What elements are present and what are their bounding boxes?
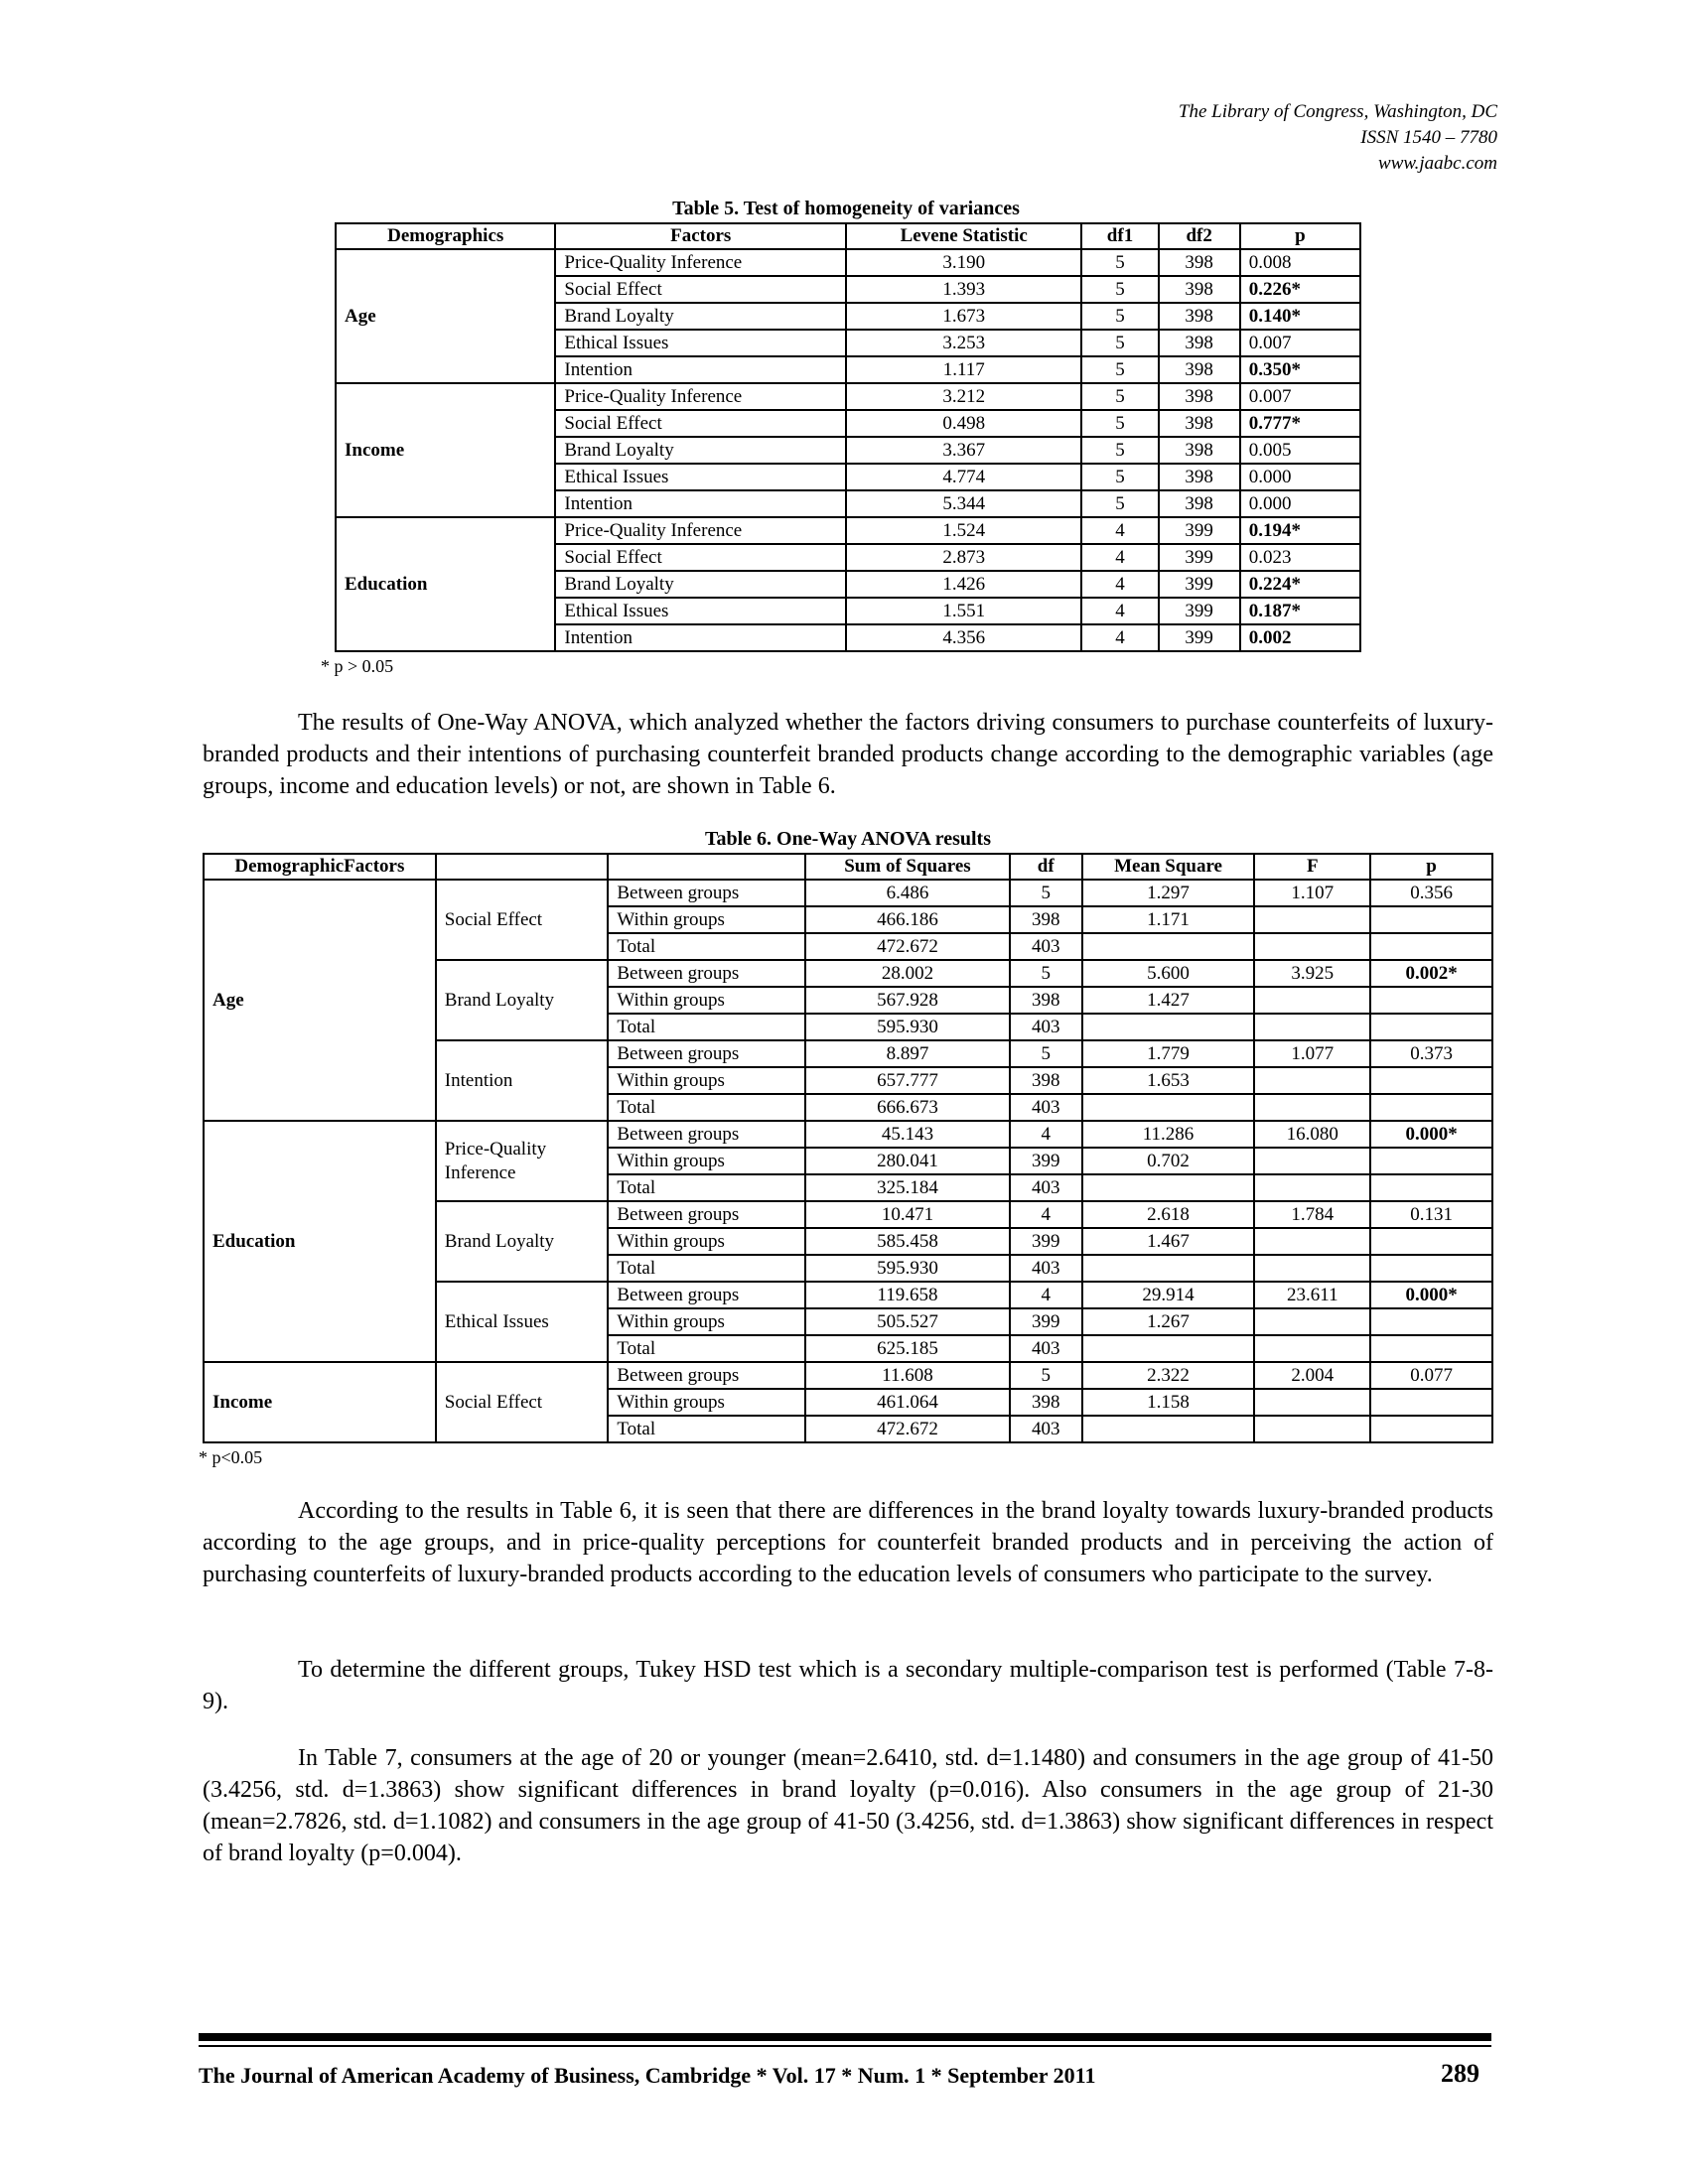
p-value-cell: 0.356	[1370, 880, 1492, 906]
df1-cell: 4	[1081, 544, 1158, 571]
sum-of-squares-cell: 595.930	[805, 1014, 1010, 1040]
factor-cell: Brand Loyalty	[436, 1201, 609, 1282]
source-cell: Total	[608, 933, 805, 960]
paragraph-results: According to the results in Table 6, it is seen that there are differences in the brand loyalty towards luxury-branded products according to the age groups, and in price-quality perceptions for counterfeit branded products and in perceiving the action of purchasing counterfeits of luxury-branded products according to the education levels of consumers who participate to the survey.	[203, 1498, 1493, 1587]
df2-cell: 398	[1159, 464, 1240, 490]
mean-square-cell: 1.467	[1082, 1228, 1255, 1255]
sum-of-squares-cell: 625.185	[805, 1335, 1010, 1362]
table5-caption: Table 5. Test of homogeneity of variances	[672, 198, 1020, 219]
mean-square-cell: 0.702	[1082, 1148, 1255, 1174]
df-cell: 398	[1010, 906, 1082, 933]
df-cell: 5	[1010, 1040, 1082, 1067]
df-cell: 5	[1010, 880, 1082, 906]
df-cell: 403	[1010, 933, 1082, 960]
p-value-cell	[1370, 1148, 1492, 1174]
p-value-cell: 0.002*	[1370, 960, 1492, 987]
levene-cell: 3.212	[846, 383, 1081, 410]
levene-cell: 1.426	[846, 571, 1081, 598]
mean-square-cell: 11.286	[1082, 1121, 1255, 1148]
df2-cell: 399	[1159, 598, 1240, 624]
p-value-cell: 0.000*	[1370, 1121, 1492, 1148]
df1-cell: 5	[1081, 276, 1158, 303]
factor-cell: Intention	[436, 1040, 609, 1121]
mean-square-cell	[1082, 1255, 1255, 1282]
f-value-cell	[1254, 1014, 1370, 1040]
f-value-cell	[1254, 1067, 1370, 1094]
p-value-cell: 0.007	[1240, 383, 1360, 410]
p-value-cell	[1370, 1416, 1492, 1442]
df-cell: 398	[1010, 1389, 1082, 1416]
df2-cell: 398	[1159, 276, 1240, 303]
df1-cell: 5	[1081, 437, 1158, 464]
p-value-cell: 0.226*	[1240, 276, 1360, 303]
factor-cell: Social Effect	[436, 1362, 609, 1442]
p-value-cell	[1370, 906, 1492, 933]
df-cell: 403	[1010, 1094, 1082, 1121]
levene-cell: 3.253	[846, 330, 1081, 356]
source-cell: Total	[608, 1335, 805, 1362]
df2-cell: 398	[1159, 249, 1240, 276]
factor-cell: Brand Loyalty	[555, 571, 846, 598]
df1-cell: 4	[1081, 598, 1158, 624]
mean-square-cell	[1082, 1416, 1255, 1442]
p-value-cell: 0.000	[1240, 464, 1360, 490]
f-value-cell	[1254, 906, 1370, 933]
table5-homogeneity	[335, 222, 1361, 652]
df2-cell: 398	[1159, 437, 1240, 464]
factor-cell: Brand Loyalty	[555, 437, 846, 464]
sum-of-squares-cell: 8.897	[805, 1040, 1010, 1067]
table-row	[336, 517, 1360, 544]
mean-square-cell: 1.171	[1082, 906, 1255, 933]
p-value-cell: 0.140*	[1240, 303, 1360, 330]
mean-square-cell: 2.618	[1082, 1201, 1255, 1228]
df1-cell: 5	[1081, 383, 1158, 410]
p-value-cell	[1370, 1174, 1492, 1201]
footer-rule-thick	[199, 2033, 1491, 2041]
sum-of-squares-cell: 472.672	[805, 933, 1010, 960]
df2-cell: 399	[1159, 624, 1240, 651]
p-value-cell: 0.077	[1370, 1362, 1492, 1389]
paragraph-tukey: To determine the different groups, Tukey HSD test which is a secondary multiple-comparison test is performed (Table 7-8-9).	[203, 1657, 1493, 1714]
df2-cell: 399	[1159, 517, 1240, 544]
factor-cell: Intention	[555, 490, 846, 517]
p-value-cell: 0.008	[1240, 249, 1360, 276]
df1-cell: 5	[1081, 356, 1158, 383]
sum-of-squares-cell: 325.184	[805, 1174, 1010, 1201]
row-group-label: Age	[336, 249, 555, 383]
table-row	[204, 1121, 1492, 1148]
df-cell: 398	[1010, 987, 1082, 1014]
df1-cell: 5	[1081, 249, 1158, 276]
paragraph-anova-intro: The results of One-Way ANOVA, which analyzed whether the factors driving consumers to purchase counterfeits of luxury-branded products and their intentions of purchasing counterfeit branded products change according to the demographic variables (age groups, income and education levels) or not, are shown in Table 6.	[203, 710, 1493, 799]
source-cell: Between groups	[608, 1040, 805, 1067]
source-cell: Within groups	[608, 987, 805, 1014]
df1-cell: 5	[1081, 410, 1158, 437]
p-value-cell	[1370, 1067, 1492, 1094]
source-cell: Between groups	[608, 960, 805, 987]
f-value-cell: 2.004	[1254, 1362, 1370, 1389]
df-cell: 5	[1010, 960, 1082, 987]
p-value-cell: 0.224*	[1240, 571, 1360, 598]
mean-square-cell: 1.267	[1082, 1308, 1255, 1335]
source-cell: Within groups	[608, 1228, 805, 1255]
f-value-cell	[1254, 1228, 1370, 1255]
sum-of-squares-cell: 505.527	[805, 1308, 1010, 1335]
table-row	[204, 880, 1492, 906]
factor-cell: Social Effect	[555, 544, 846, 571]
table6-header-cell: DemographicFactors	[204, 854, 436, 880]
mean-square-cell	[1082, 1014, 1255, 1040]
sum-of-squares-cell: 11.608	[805, 1362, 1010, 1389]
mean-square-cell	[1082, 933, 1255, 960]
df1-cell: 5	[1081, 303, 1158, 330]
levene-cell: 3.367	[846, 437, 1081, 464]
header-issn: ISSN 1540 – 7780	[1360, 127, 1497, 148]
sum-of-squares-cell: 466.186	[805, 906, 1010, 933]
table5-header-cell: df2	[1159, 223, 1240, 249]
f-value-cell: 1.077	[1254, 1040, 1370, 1067]
df-cell: 398	[1010, 1067, 1082, 1094]
levene-cell: 5.344	[846, 490, 1081, 517]
source-cell: Within groups	[608, 906, 805, 933]
df2-cell: 398	[1159, 490, 1240, 517]
source-cell: Total	[608, 1255, 805, 1282]
mean-square-cell: 29.914	[1082, 1282, 1255, 1308]
df-cell: 403	[1010, 1255, 1082, 1282]
table6-header-cell: df	[1010, 854, 1082, 880]
levene-cell: 4.356	[846, 624, 1081, 651]
table-row	[336, 249, 1360, 276]
source-cell: Total	[608, 1416, 805, 1442]
mean-square-cell: 1.427	[1082, 987, 1255, 1014]
p-value-cell: 0.002	[1240, 624, 1360, 651]
mean-square-cell: 1.297	[1082, 880, 1255, 906]
table6-header-cell	[436, 854, 609, 880]
p-value-cell: 0.777*	[1240, 410, 1360, 437]
factor-cell: Social Effect	[436, 880, 609, 960]
header-website: www.jaabc.com	[1378, 153, 1497, 174]
levene-cell: 1.117	[846, 356, 1081, 383]
paragraph-table7: In Table 7, consumers at the age of 20 or younger (mean=2.6410, std. d=1.1480) and consumers in the age group of 41-50 (3.4256, std. d=1.3863) show significant differences in brand loyalty (p=0.016). Also consumers in the age group of 21-30 (mean=2.7826, std. d=1.1082) and consumers in the age group of 41-50 (3.4256, std. d=1.3863) show significant differences in respect of brand loyalty (p=0.004).	[203, 1745, 1493, 1866]
f-value-cell	[1254, 1148, 1370, 1174]
table6-header-cell: F	[1254, 854, 1370, 880]
mean-square-cell	[1082, 1335, 1255, 1362]
factor-cell: Price-Quality Inference	[555, 517, 846, 544]
table6-header-cell: Mean Square	[1082, 854, 1255, 880]
df2-cell: 398	[1159, 356, 1240, 383]
sum-of-squares-cell: 10.471	[805, 1201, 1010, 1228]
df2-cell: 398	[1159, 303, 1240, 330]
source-cell: Within groups	[608, 1389, 805, 1416]
f-value-cell	[1254, 933, 1370, 960]
table6-anova	[203, 853, 1493, 1443]
footer-journal: The Journal of American Academy of Business, Cambridge * Vol. 17 * Num. 1 * September 2011	[199, 2063, 1096, 2088]
p-value-cell: 0.007	[1240, 330, 1360, 356]
source-cell: Within groups	[608, 1148, 805, 1174]
sum-of-squares-cell: 657.777	[805, 1067, 1010, 1094]
factor-cell: Ethical Issues	[555, 330, 846, 356]
p-value-cell	[1370, 1389, 1492, 1416]
sum-of-squares-cell: 666.673	[805, 1094, 1010, 1121]
p-value-cell: 0.131	[1370, 1201, 1492, 1228]
levene-cell: 1.393	[846, 276, 1081, 303]
factor-cell: Price-Quality Inference	[555, 383, 846, 410]
p-value-cell	[1370, 1094, 1492, 1121]
table6-header-cell: p	[1370, 854, 1492, 880]
running-header	[1179, 99, 1497, 177]
df-cell: 4	[1010, 1201, 1082, 1228]
f-value-cell	[1254, 1416, 1370, 1442]
df-cell: 403	[1010, 1335, 1082, 1362]
f-value-cell: 1.107	[1254, 880, 1370, 906]
levene-cell: 2.873	[846, 544, 1081, 571]
f-value-cell: 1.784	[1254, 1201, 1370, 1228]
row-group-label: Education	[336, 517, 555, 651]
table5-footnote: * p > 0.05	[321, 656, 394, 676]
p-value-cell: 0.373	[1370, 1040, 1492, 1067]
p-value-cell: 0.023	[1240, 544, 1360, 571]
df1-cell: 4	[1081, 517, 1158, 544]
table-row	[204, 1362, 1492, 1389]
df1-cell: 5	[1081, 490, 1158, 517]
table-row	[336, 383, 1360, 410]
p-value-cell: 0.194*	[1240, 517, 1360, 544]
source-cell: Total	[608, 1014, 805, 1040]
sum-of-squares-cell: 472.672	[805, 1416, 1010, 1442]
df-cell: 403	[1010, 1174, 1082, 1201]
f-value-cell: 23.611	[1254, 1282, 1370, 1308]
df2-cell: 398	[1159, 330, 1240, 356]
p-value-cell: 0.187*	[1240, 598, 1360, 624]
f-value-cell	[1254, 1389, 1370, 1416]
levene-cell: 1.551	[846, 598, 1081, 624]
factor-cell: Ethical Issues	[555, 464, 846, 490]
f-value-cell	[1254, 987, 1370, 1014]
row-group-label: Income	[204, 1362, 436, 1442]
df1-cell: 4	[1081, 571, 1158, 598]
factor-cell: Ethical Issues	[436, 1282, 609, 1362]
levene-cell: 1.524	[846, 517, 1081, 544]
row-group-label: Income	[336, 383, 555, 517]
sum-of-squares-cell: 28.002	[805, 960, 1010, 987]
df2-cell: 398	[1159, 410, 1240, 437]
mean-square-cell	[1082, 1174, 1255, 1201]
df2-cell: 398	[1159, 383, 1240, 410]
sum-of-squares-cell: 567.928	[805, 987, 1010, 1014]
p-value-cell	[1370, 1335, 1492, 1362]
table6-header-row	[204, 854, 1492, 880]
source-cell: Between groups	[608, 1201, 805, 1228]
levene-cell: 1.673	[846, 303, 1081, 330]
factor-cell: Brand Loyalty	[436, 960, 609, 1040]
source-cell: Total	[608, 1094, 805, 1121]
source-cell: Within groups	[608, 1308, 805, 1335]
mean-square-cell	[1082, 1094, 1255, 1121]
source-cell: Between groups	[608, 880, 805, 906]
table6-footnote: * p<0.05	[199, 1447, 263, 1467]
sum-of-squares-cell: 119.658	[805, 1282, 1010, 1308]
mean-square-cell: 5.600	[1082, 960, 1255, 987]
factor-cell: Price-Quality Inference	[555, 249, 846, 276]
p-value-cell: 0.350*	[1240, 356, 1360, 383]
df2-cell: 399	[1159, 571, 1240, 598]
mean-square-cell: 1.653	[1082, 1067, 1255, 1094]
sum-of-squares-cell: 461.064	[805, 1389, 1010, 1416]
row-group-label: Age	[204, 880, 436, 1121]
factor-cell: Intention	[555, 356, 846, 383]
sum-of-squares-cell: 6.486	[805, 880, 1010, 906]
factor-cell: Social Effect	[555, 410, 846, 437]
source-cell: Between groups	[608, 1121, 805, 1148]
df-cell: 4	[1010, 1282, 1082, 1308]
source-cell: Within groups	[608, 1067, 805, 1094]
source-cell: Total	[608, 1174, 805, 1201]
table5-header-cell: Levene Statistic	[846, 223, 1081, 249]
mean-square-cell: 2.322	[1082, 1362, 1255, 1389]
header-library: The Library of Congress, Washington, DC	[1178, 101, 1497, 122]
mean-square-cell: 1.158	[1082, 1389, 1255, 1416]
levene-cell: 4.774	[846, 464, 1081, 490]
table6-header-cell: Sum of Squares	[805, 854, 1010, 880]
f-value-cell: 16.080	[1254, 1121, 1370, 1148]
table5-header-cell: p	[1240, 223, 1360, 249]
df-cell: 403	[1010, 1014, 1082, 1040]
df-cell: 5	[1010, 1362, 1082, 1389]
df-cell: 4	[1010, 1121, 1082, 1148]
sum-of-squares-cell: 585.458	[805, 1228, 1010, 1255]
f-value-cell	[1254, 1335, 1370, 1362]
sum-of-squares-cell: 280.041	[805, 1148, 1010, 1174]
f-value-cell: 3.925	[1254, 960, 1370, 987]
p-value-cell	[1370, 1255, 1492, 1282]
f-value-cell	[1254, 1174, 1370, 1201]
df-cell: 399	[1010, 1308, 1082, 1335]
table6-header-cell	[608, 854, 805, 880]
df1-cell: 5	[1081, 464, 1158, 490]
df2-cell: 399	[1159, 544, 1240, 571]
df-cell: 403	[1010, 1416, 1082, 1442]
source-cell: Between groups	[608, 1282, 805, 1308]
f-value-cell	[1254, 1308, 1370, 1335]
factor-cell: Price-Quality Inference	[436, 1121, 609, 1201]
p-value-cell: 0.000	[1240, 490, 1360, 517]
df-cell: 399	[1010, 1228, 1082, 1255]
f-value-cell	[1254, 1255, 1370, 1282]
mean-square-cell: 1.779	[1082, 1040, 1255, 1067]
p-value-cell: 0.000*	[1370, 1282, 1492, 1308]
source-cell: Between groups	[608, 1362, 805, 1389]
p-value-cell	[1370, 1308, 1492, 1335]
p-value-cell	[1370, 933, 1492, 960]
factor-cell: Ethical Issues	[555, 598, 846, 624]
factor-cell: Intention	[555, 624, 846, 651]
table5-header-row	[336, 223, 1360, 249]
factor-cell: Brand Loyalty	[555, 303, 846, 330]
row-group-label: Education	[204, 1121, 436, 1362]
table5-header-cell: Demographics	[336, 223, 555, 249]
p-value-cell: 0.005	[1240, 437, 1360, 464]
p-value-cell	[1370, 987, 1492, 1014]
table5-header-cell: df1	[1081, 223, 1158, 249]
page-number: 289	[1441, 2059, 1479, 2088]
f-value-cell	[1254, 1094, 1370, 1121]
df1-cell: 4	[1081, 624, 1158, 651]
df1-cell: 5	[1081, 330, 1158, 356]
table6-caption: Table 6. One-Way ANOVA results	[704, 828, 992, 850]
footer-rule-thin	[199, 2045, 1491, 2047]
p-value-cell	[1370, 1228, 1492, 1255]
factor-cell: Social Effect	[555, 276, 846, 303]
levene-cell: 3.190	[846, 249, 1081, 276]
sum-of-squares-cell: 595.930	[805, 1255, 1010, 1282]
table5-header-cell: Factors	[555, 223, 846, 249]
levene-cell: 0.498	[846, 410, 1081, 437]
df-cell: 399	[1010, 1148, 1082, 1174]
sum-of-squares-cell: 45.143	[805, 1121, 1010, 1148]
p-value-cell	[1370, 1014, 1492, 1040]
